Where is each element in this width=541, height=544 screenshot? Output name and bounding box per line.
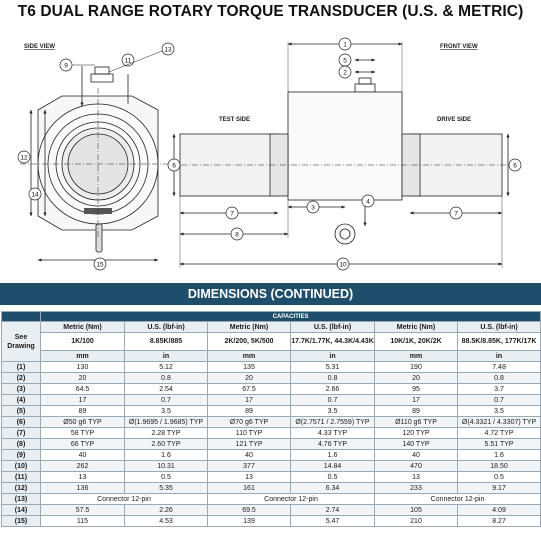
table-cell: 0.5 xyxy=(125,472,208,483)
row-label: (15) xyxy=(2,516,41,527)
table-cell: 2.26 xyxy=(125,505,208,516)
callout-2-text: 2 xyxy=(343,69,347,77)
table-cell: 58 TYP xyxy=(41,428,125,439)
table-cell: 89 xyxy=(375,406,458,417)
table-cell: 115 xyxy=(41,516,125,527)
side-view-body xyxy=(20,67,175,252)
table-cell: 3.5 xyxy=(125,406,208,417)
unit-cell: in xyxy=(458,351,541,362)
capacity-cell: 1K/100 xyxy=(41,333,125,351)
table-cell: 161 xyxy=(208,483,291,494)
table-cell: 6.34 xyxy=(291,483,375,494)
table-cell: 0.7 xyxy=(291,395,375,406)
table-cell: 110 TYP xyxy=(208,428,291,439)
capacity-values-row xyxy=(2,333,541,351)
row-label: (5) xyxy=(2,406,41,417)
table-cell: 5.12 xyxy=(125,362,208,373)
row-label: (13) xyxy=(2,494,41,505)
table-cell: 20 xyxy=(41,373,125,384)
table-cell: 13 xyxy=(375,472,458,483)
header-cell: U.S. (lbf-in) xyxy=(125,322,208,333)
table-cell: 20 xyxy=(208,373,291,384)
table-cell: 3.5 xyxy=(291,406,375,417)
table-cell: 20 xyxy=(375,373,458,384)
table-cell: 17 xyxy=(41,395,125,406)
section-title: DIMENSIONS (CONTINUED) xyxy=(0,283,541,305)
dimensions-table xyxy=(1,311,541,527)
table-cell: 9.17 xyxy=(458,483,541,494)
dimension-drawing xyxy=(0,34,541,274)
table-cell: 89 xyxy=(41,406,125,417)
unit-cell: mm xyxy=(375,351,458,362)
table-cell: 0.8 xyxy=(458,373,541,384)
table-cell: Ø(4.3321 / 4.3307) TYP xyxy=(458,417,541,428)
header-cell: U.S. (lbf-in) xyxy=(458,322,541,333)
table-cell: Ø50 g6 TYP xyxy=(41,417,125,428)
see-drawing-label: See Drawing xyxy=(2,322,41,362)
table-row xyxy=(2,384,541,395)
table-row xyxy=(2,428,541,439)
table-cell: 10.31 xyxy=(125,461,208,472)
table-cell: 1.6 xyxy=(458,450,541,461)
table-cell: 5.35 xyxy=(125,483,208,494)
table-row xyxy=(2,505,541,516)
callout-3-text: 3 xyxy=(311,204,315,212)
table-cell: 14.84 xyxy=(291,461,375,472)
table-cell: 190 xyxy=(375,362,458,373)
table-cell: 262 xyxy=(41,461,125,472)
table-cell: 1.6 xyxy=(125,450,208,461)
table-cell: 121 TYP xyxy=(208,439,291,450)
table-cell: 17 xyxy=(208,395,291,406)
capacities-row xyxy=(2,312,541,322)
table-cell: 13 xyxy=(208,472,291,483)
callout-8-text: 8 xyxy=(235,231,239,239)
table-cell: 1.6 xyxy=(291,450,375,461)
callout-15-text: 15 xyxy=(96,261,104,269)
table-row xyxy=(2,362,541,373)
table-cell: 470 xyxy=(375,461,458,472)
row-label: (6) xyxy=(2,417,41,428)
table-cell: 120 TYP xyxy=(375,428,458,439)
table-cell: 18.50 xyxy=(458,461,541,472)
table-cell: 17 xyxy=(375,395,458,406)
merged-cell: Connector 12-pin xyxy=(375,494,541,505)
capacity-cell: 2K/200, 5K/500 xyxy=(208,333,291,351)
table-row xyxy=(2,406,541,417)
table-cell: 210 xyxy=(375,516,458,527)
table-row xyxy=(2,450,541,461)
table-cell: Ø110 g6 TYP xyxy=(375,417,458,428)
front-view-body xyxy=(170,78,512,244)
row-label: (1) xyxy=(2,362,41,373)
row-label: (10) xyxy=(2,461,41,472)
table-cell: 0.7 xyxy=(458,395,541,406)
capacity-cell: 88.5K/8.85K, 177K/17K xyxy=(458,333,541,351)
callout-5-text: 5 xyxy=(343,57,347,65)
table-row xyxy=(2,472,541,483)
table-cell: Ø(2.7571 / 2.7559) TYP xyxy=(291,417,375,428)
merged-cell: Connector 12-pin xyxy=(208,494,375,505)
table-row xyxy=(2,483,541,494)
table-cell: 130 xyxy=(41,362,125,373)
dimension-rows xyxy=(2,362,541,527)
table-row xyxy=(2,417,541,428)
table-cell: Ø(1.9695 / 1.9685) TYP xyxy=(125,417,208,428)
row-label: (7) xyxy=(2,428,41,439)
header-cell: Metric (Nm) xyxy=(208,322,291,333)
table-cell: 233 xyxy=(375,483,458,494)
table-cell: 0.7 xyxy=(125,395,208,406)
row-label: (9) xyxy=(2,450,41,461)
table-row xyxy=(2,516,541,527)
row-label: (11) xyxy=(2,472,41,483)
table-cell: 0.8 xyxy=(125,373,208,384)
row-label: (2) xyxy=(2,373,41,384)
table-cell: 40 xyxy=(208,450,291,461)
table-cell: 0.5 xyxy=(458,472,541,483)
table-cell: 135 xyxy=(208,362,291,373)
callout-13-text: 13 xyxy=(164,46,172,54)
table-cell: 40 xyxy=(375,450,458,461)
table-cell: 2.60 TYP xyxy=(125,439,208,450)
table-cell: 69.5 xyxy=(208,505,291,516)
table-cell: 66 TYP xyxy=(41,439,125,450)
table-cell: 105 xyxy=(375,505,458,516)
row-label: (8) xyxy=(2,439,41,450)
callout-6-right-text: 6 xyxy=(513,162,517,170)
table-row xyxy=(2,373,541,384)
header-cell: Metric (Nm) xyxy=(41,322,125,333)
table-row xyxy=(2,461,541,472)
table-cell: 64.5 xyxy=(41,384,125,395)
table-cell: 0.5 xyxy=(291,472,375,483)
corner-cell xyxy=(2,312,41,322)
table-cell: 4.33 TYP xyxy=(291,428,375,439)
table-cell: 2.54 xyxy=(125,384,208,395)
table-cell: 139 xyxy=(208,516,291,527)
table-cell: Ø70 g6 TYP xyxy=(208,417,291,428)
callout-4-text: 4 xyxy=(366,198,370,206)
header-cell: U.S. (lbf-in) xyxy=(291,322,375,333)
table-cell: 57.5 xyxy=(41,505,125,516)
callout-6-left-text: 6 xyxy=(172,162,176,170)
table-cell: 5.47 xyxy=(291,516,375,527)
unit-cell: in xyxy=(291,351,375,362)
row-label: (12) xyxy=(2,483,41,494)
table-row xyxy=(2,395,541,406)
front-view-label: FRONT VIEW xyxy=(440,44,478,50)
table-cell: 3.5 xyxy=(458,406,541,417)
capacity-cell: 10K/1K, 20K/2K xyxy=(375,333,458,351)
table-cell: 0.8 xyxy=(291,373,375,384)
callout-11-text: 11 xyxy=(124,57,132,65)
capacity-cell: 8.85K/885 xyxy=(125,333,208,351)
table-cell: 4.76 TYP xyxy=(291,439,375,450)
callout-10-text: 10 xyxy=(339,261,347,269)
callout-9-text: 9 xyxy=(64,62,68,70)
table-cell: 140 TYP xyxy=(375,439,458,450)
table-cell: 5.51 TYP xyxy=(458,439,541,450)
table-row xyxy=(2,494,541,505)
table-cell: 7.48 xyxy=(458,362,541,373)
table-cell: 13 xyxy=(41,472,125,483)
table-cell: 8.27 xyxy=(458,516,541,527)
table-cell: 95 xyxy=(375,384,458,395)
table-row xyxy=(2,439,541,450)
unit-cell: mm xyxy=(208,351,291,362)
table-cell: 89 xyxy=(208,406,291,417)
drive-side-label: DRIVE SIDE xyxy=(437,117,472,123)
callout-7-right-text: 7 xyxy=(454,210,458,218)
row-label: (4) xyxy=(2,395,41,406)
row-label: (14) xyxy=(2,505,41,516)
table-cell: 136 xyxy=(41,483,125,494)
callout-1-text: 1 xyxy=(343,41,347,49)
table-cell: 377 xyxy=(208,461,291,472)
table-cell: 4.72 TYP xyxy=(458,428,541,439)
callout-14-text: 14 xyxy=(31,191,39,199)
row-label: (3) xyxy=(2,384,41,395)
table-cell: 67.5 xyxy=(208,384,291,395)
side-view-label: SIDE VIEW xyxy=(24,44,56,50)
callout-12-text: 12 xyxy=(20,154,28,162)
table-cell: 40 xyxy=(41,450,125,461)
unit-cell: in xyxy=(125,351,208,362)
header-row xyxy=(2,322,541,333)
callout-7-left-text: 7 xyxy=(230,210,234,218)
test-side-label: TEST SIDE xyxy=(219,117,251,123)
table-cell: 2.28 TYP xyxy=(125,428,208,439)
capacities-label: CAPACITIES xyxy=(41,312,541,322)
merged-cell: Connector 12-pin xyxy=(41,494,208,505)
table-cell: 3.7 xyxy=(458,384,541,395)
units-row xyxy=(2,351,541,362)
table-cell: 4.53 xyxy=(125,516,208,527)
capacity-cell: 17.7K/1.77K, 44.3K/4.43K xyxy=(291,333,375,351)
unit-cell: mm xyxy=(41,351,125,362)
table-cell: 4.09 xyxy=(458,505,541,516)
table-cell: 2.66 xyxy=(291,384,375,395)
page-title: T6 DUAL RANGE ROTARY TORQUE TRANSDUCER (U.S. & METRIC) xyxy=(17,3,524,20)
header-cell: Metric (Nm) xyxy=(375,322,458,333)
table-cell: 2.74 xyxy=(291,505,375,516)
table-cell: 5.31 xyxy=(291,362,375,373)
